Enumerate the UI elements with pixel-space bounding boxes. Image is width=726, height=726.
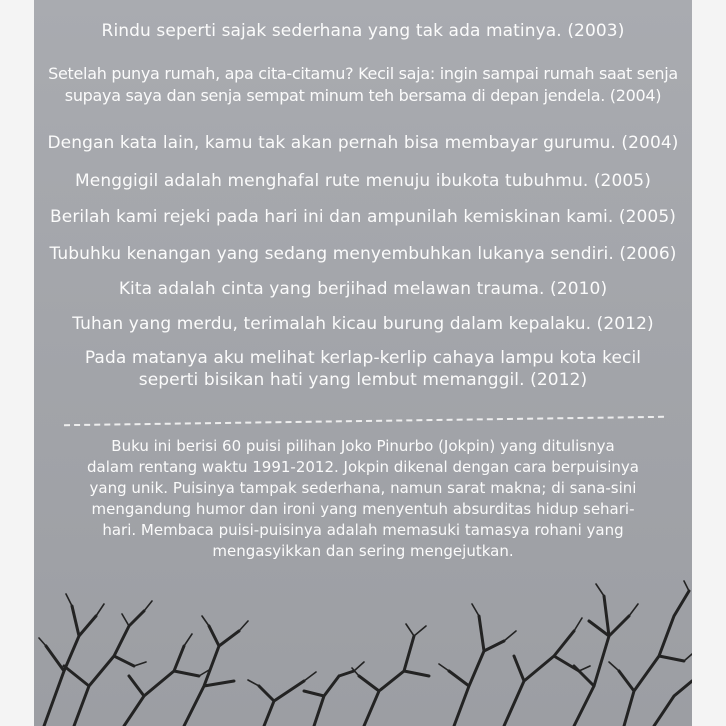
quote-line: Berilah kami rejeki pada hari ini dan ampunilah kemiskinan kami. (2005) bbox=[50, 207, 676, 227]
book-description bbox=[34, 436, 692, 562]
quote-line: Pada matanya aku melihat kerlap-kerlip cahaya lampu kota kecil bbox=[84, 348, 642, 368]
quote-line: Menggigil adalah menghafal rute menuju ibukota tubuhmu. (2005) bbox=[75, 171, 651, 191]
quote-line: Dengan kata lain, kamu tak akan pernah bisa membayar gurumu. (2004) bbox=[47, 133, 679, 153]
quote-line: Rindu seperti sajak sederhana yang tak ada matinya. (2003) bbox=[101, 21, 625, 41]
description-line: mengandung humor dan ironi yang menyentuh absurditas hidup sehari- bbox=[91, 500, 635, 518]
quote-7 bbox=[34, 278, 692, 300]
quote-line: Tuhan yang merdu, terimalah kicau burung dalam kepalaku. (2012) bbox=[72, 314, 654, 334]
description-line: hari. Membaca puisi-puisinya adalah memasuki tamasya rohani yang bbox=[102, 521, 624, 539]
quote-line: supaya saya dan senja sempat minum teh bersama di depan jendela. (2004) bbox=[64, 86, 662, 105]
description-line: yang unik. Puisinya tampak sederhana, namun sarat makna; di sana-sini bbox=[89, 479, 637, 497]
quote-8 bbox=[34, 313, 692, 335]
dashed-divider bbox=[64, 416, 664, 426]
quote-5 bbox=[34, 206, 692, 228]
quote-6 bbox=[34, 243, 692, 265]
bare-branches-illustration bbox=[34, 576, 692, 726]
quote-4 bbox=[34, 170, 692, 192]
description-line: dalam rentang waktu 1991-2012. Jokpin dikenal dengan cara berpuisinya bbox=[87, 458, 639, 476]
quote-line: seperti bisikan hati yang lembut memanggil. (2012) bbox=[138, 370, 588, 390]
description-line: Buku ini berisi 60 puisi pilihan Joko Pinurbo (Jokpin) yang ditulisnya bbox=[111, 437, 615, 455]
quote-line: Setelah punya rumah, apa cita-citamu? Kecil saja: ingin sampai rumah saat senja bbox=[48, 64, 678, 83]
quote-9 bbox=[34, 347, 692, 391]
description-line: mengasyikkan dan sering mengejutkan. bbox=[212, 542, 514, 560]
quote-3 bbox=[34, 132, 692, 154]
quote-2 bbox=[34, 63, 692, 107]
quote-1 bbox=[34, 20, 692, 42]
quote-line: Tubuhku kenangan yang sedang menyembuhkan lukanya sendiri. (2006) bbox=[49, 244, 677, 264]
book-back-cover bbox=[34, 0, 692, 726]
quote-line: Kita adalah cinta yang berjihad melawan trauma. (2010) bbox=[118, 279, 608, 299]
